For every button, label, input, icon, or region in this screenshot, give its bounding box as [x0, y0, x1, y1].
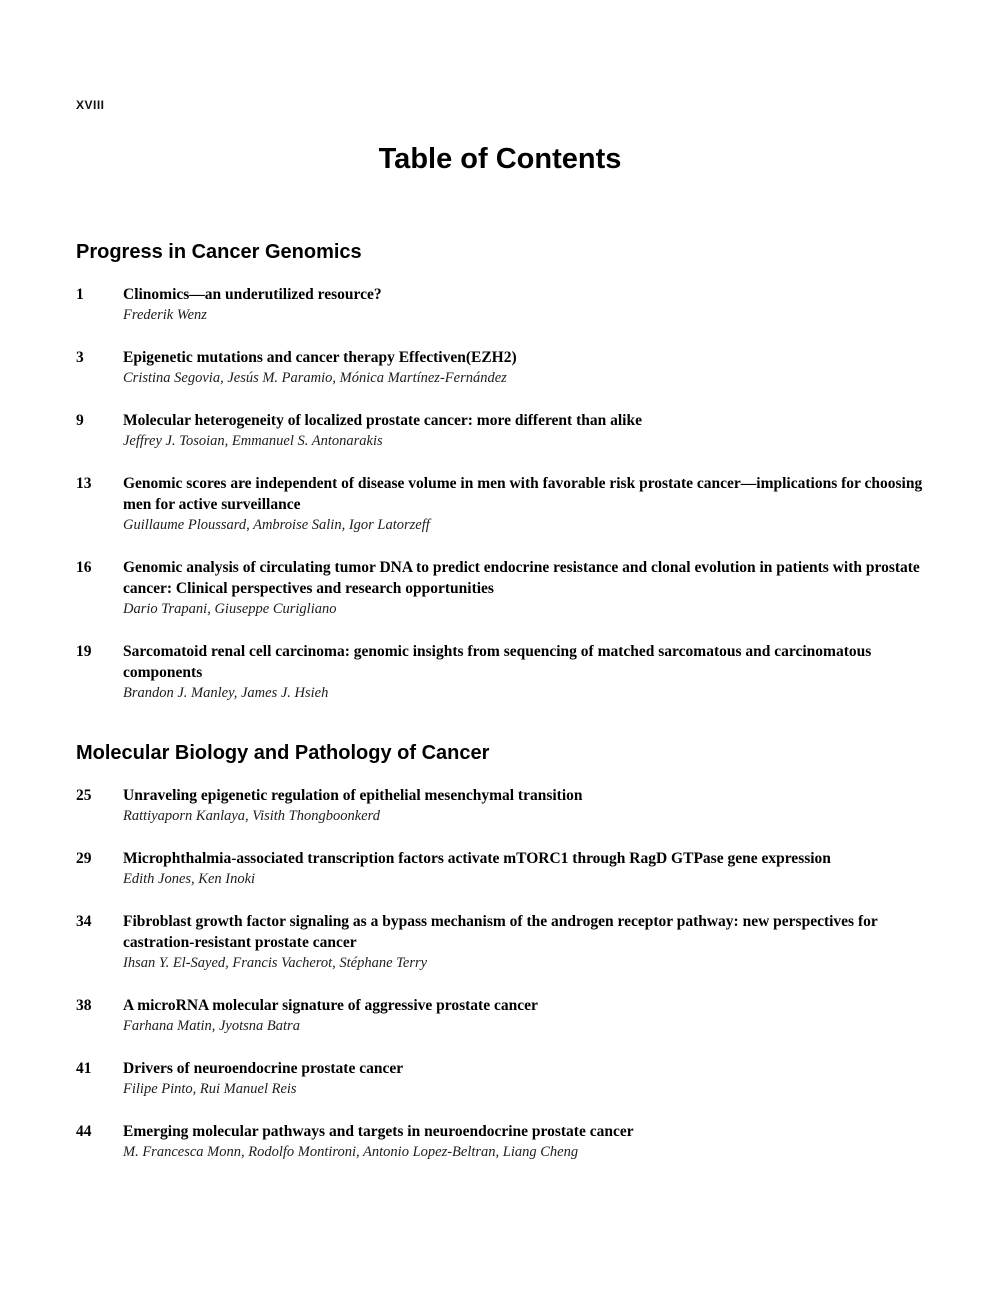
entry-title: Unraveling epigenetic regulation of epithelial mesenchymal transition: [123, 787, 583, 804]
entry-page-number: 3: [76, 349, 84, 366]
entry-authors: Ihsan Y. El-Sayed, Francis Vacherot, Stéphane Terry: [123, 955, 428, 971]
entry-title: Emerging molecular pathways and targets in neuroendocrine prostate cancer: [123, 1123, 634, 1140]
entry-authors: Dario Trapani, Giuseppe Curigliano: [123, 601, 337, 617]
entry-body: [123, 410, 924, 452]
toc-entry: [76, 641, 924, 704]
entry-authors: Brandon J. Manley, James J. Hsieh: [123, 685, 329, 701]
toc-entry: [76, 410, 924, 452]
entry-body: [123, 785, 924, 827]
toc-entry: [76, 473, 924, 536]
section-entries: [76, 785, 924, 1163]
entry-authors: Frederik Wenz: [123, 307, 207, 323]
entry-title: Molecular heterogeneity of localized prostate cancer: more different than alike: [123, 412, 642, 429]
entry-page-number: 25: [76, 787, 92, 804]
section-heading-molecular-biology-and-pathology-of-cancer: Molecular Biology and Pathology of Cancer: [76, 742, 490, 764]
entry-body: [123, 557, 924, 620]
entry-title: Genomic analysis of circulating tumor DNA to predict endocrine resistance and clonal evolution in patients with prostate cancer: Clinical perspectives and research opportunities: [123, 559, 920, 597]
entry-title: Microphthalmia-associated transcription factors activate mTORC1 through RagD GTPase gene expression: [123, 850, 831, 867]
page-title: Table of Contents: [378, 143, 622, 175]
entry-authors: Jeffrey J. Tosoian, Emmanuel S. Antonarakis: [123, 433, 383, 449]
entry-page-number: 34: [76, 913, 92, 930]
entry-title: Epigenetic mutations and cancer therapy Effectiven(EZH2): [123, 349, 517, 366]
entry-title: Drivers of neuroendocrine prostate cancer: [123, 1060, 404, 1077]
entry-body: [123, 1058, 924, 1100]
entry-body: [123, 911, 924, 974]
entry-page-number: 38: [76, 997, 92, 1014]
toc-entry: [76, 284, 924, 326]
entry-title: A microRNA molecular signature of aggressive prostate cancer: [123, 997, 538, 1014]
toc-entry: [76, 848, 924, 890]
entry-page-number: 16: [76, 559, 92, 576]
entry-page-number: 13: [76, 475, 92, 492]
entry-body: [123, 995, 924, 1037]
toc-entry: [76, 785, 924, 827]
section-heading-progress-in-cancer-genomics: Progress in Cancer Genomics: [76, 241, 362, 263]
entry-page-number: 29: [76, 850, 92, 867]
entry-body: [123, 473, 924, 536]
entry-body: [123, 347, 924, 389]
entry-page-number: 9: [76, 412, 84, 429]
entry-body: [123, 848, 924, 890]
entry-authors: Cristina Segovia, Jesús M. Paramio, Mónica Martínez-Fernández: [123, 370, 507, 386]
toc-entry: [76, 347, 924, 389]
entry-authors: M. Francesca Monn, Rodolfo Montironi, Antonio Lopez-Beltran, Liang Cheng: [123, 1144, 579, 1160]
entry-title: Fibroblast growth factor signaling as a bypass mechanism of the androgen receptor pathway: new perspectives for castration-resistant prostate cancer: [123, 913, 878, 951]
entry-title: Sarcomatoid renal cell carcinoma: genomic insights from sequencing of matched sarcomatous and carcinomatous components: [123, 643, 872, 681]
entry-body: [123, 1121, 924, 1163]
entry-authors: Edith Jones, Ken Inoki: [123, 871, 256, 887]
entry-body: [123, 284, 924, 326]
entry-page-number: 19: [76, 643, 92, 660]
entry-body: [123, 641, 924, 704]
entry-title: Clinomics—an underutilized resource?: [123, 286, 382, 303]
entry-title: Genomic scores are independent of disease volume in men with favorable risk prostate cancer—implications for choosing men for active surveillance: [123, 475, 923, 513]
section-entries: [76, 284, 924, 704]
entry-authors: Farhana Matin, Jyotsna Batra: [123, 1018, 300, 1034]
entry-page-number: 41: [76, 1060, 92, 1077]
entry-authors: Rattiyaporn Kanlaya, Visith Thongboonkerd: [123, 808, 380, 824]
toc-entry: [76, 557, 924, 620]
page-number-folio: XVIII: [76, 98, 105, 112]
entry-authors: Filipe Pinto, Rui Manuel Reis: [123, 1081, 297, 1097]
toc-entry: [76, 911, 924, 974]
entry-authors: Guillaume Ploussard, Ambroise Salin, Igor Latorzeff: [123, 517, 430, 533]
entry-page-number: 1: [76, 286, 84, 303]
toc-entry: [76, 1121, 924, 1163]
toc-entry: [76, 1058, 924, 1100]
entry-page-number: 44: [76, 1123, 92, 1140]
toc-entry: [76, 995, 924, 1037]
